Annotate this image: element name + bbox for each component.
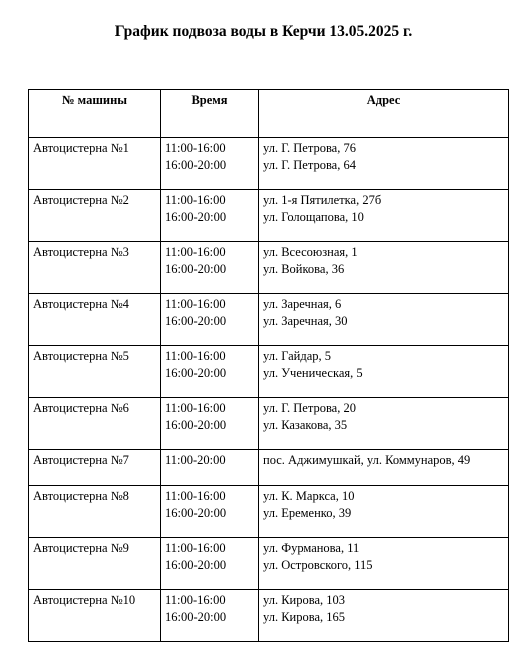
time-slot: 11:00-16:00	[165, 401, 226, 415]
time-slot: 11:00-16:00	[165, 245, 226, 259]
header-time: Время	[161, 90, 259, 138]
address-cell	[259, 486, 509, 538]
vehicle-cell	[29, 138, 161, 190]
address-line: ул. Г. Петрова, 64	[263, 157, 356, 172]
time-cell	[161, 590, 259, 642]
time-cell	[161, 294, 259, 346]
time-cell	[161, 486, 259, 538]
time-slot: 11:00-16:00	[165, 297, 226, 311]
table-row	[29, 486, 509, 538]
time-slot: 16:00-20:00	[165, 505, 227, 520]
vehicle-cell	[29, 486, 161, 538]
table-header-row	[29, 90, 509, 138]
address-line: ул. Заречная, 30	[263, 313, 348, 328]
time-slot: 16:00-20:00	[165, 209, 227, 224]
table-row	[29, 138, 509, 190]
time-slot: 16:00-20:00	[165, 609, 227, 624]
table-row	[29, 294, 509, 346]
address-line: ул. Ученическая, 5	[263, 365, 363, 380]
address-line: ул. Кирова, 103	[263, 593, 346, 607]
vehicle-cell	[29, 294, 161, 346]
time-slot: 16:00-20:00	[165, 157, 227, 172]
time-slot: 16:00-20:00	[165, 417, 227, 432]
time-slot: 11:00-16:00	[165, 541, 226, 555]
address-line: ул. Войкова, 36	[263, 261, 345, 276]
address-cell	[259, 450, 509, 486]
address-line: ул. Еременко, 39	[263, 505, 352, 520]
address-line: ул. Г. Петрова, 20	[263, 401, 356, 415]
time-slot: 16:00-20:00	[165, 365, 227, 380]
vehicle-name: Автоцистерна №8	[33, 489, 129, 503]
time-slot: 11:00-16:00	[165, 141, 226, 155]
vehicle-name: Автоцистерна №3	[33, 245, 129, 259]
vehicle-cell	[29, 346, 161, 398]
address-line: ул. Г. Петрова, 76	[263, 141, 356, 155]
address-cell	[259, 346, 509, 398]
address-line: ул. Кирова, 165	[263, 609, 346, 624]
address-cell	[259, 190, 509, 242]
vehicle-name: Автоцистерна №6	[33, 401, 129, 415]
vehicle-name: Автоцистерна №10	[33, 593, 136, 607]
vehicle-name: Автоцистерна №2	[33, 193, 129, 207]
header-vehicle: № машины	[29, 90, 161, 138]
vehicle-cell	[29, 242, 161, 294]
vehicle-name: Автоцистерна №5	[33, 349, 129, 363]
schedule-table	[28, 89, 509, 642]
time-slot: 16:00-20:00	[165, 313, 227, 328]
table-row	[29, 450, 509, 486]
table-row	[29, 190, 509, 242]
table-row	[29, 538, 509, 590]
address-line: ул. Казакова, 35	[263, 417, 348, 432]
page-title: График подвоза воды в Керчи 13.05.2025 г.	[114, 23, 413, 40]
address-line: ул. Заречная, 6	[263, 297, 342, 311]
vehicle-name: Автоцистерна №4	[33, 297, 129, 311]
time-slot: 11:00-16:00	[165, 349, 226, 363]
vehicle-name: Автоцистерна №1	[33, 141, 129, 155]
table-row	[29, 242, 509, 294]
address-cell	[259, 294, 509, 346]
vehicle-cell	[29, 190, 161, 242]
vehicle-name: Автоцистерна №9	[33, 541, 129, 555]
address-line: ул. Голощапова, 10	[263, 209, 364, 224]
address-line: ул. Фурманова, 11	[263, 541, 360, 555]
time-slot: 11:00-20:00	[165, 453, 226, 467]
time-slot: 11:00-16:00	[165, 489, 226, 503]
address-line: ул. Гайдар, 5	[263, 349, 331, 363]
time-cell	[161, 242, 259, 294]
header-address: Адрес	[259, 90, 509, 138]
time-cell	[161, 398, 259, 450]
address-line: ул. 1-я Пятилетка, 27б	[263, 193, 382, 207]
time-slot: 11:00-16:00	[165, 193, 226, 207]
vehicle-cell	[29, 538, 161, 590]
address-line: пос. Аджимушкай, ул. Коммунаров, 49	[263, 453, 471, 467]
table-row	[29, 346, 509, 398]
address-line: ул. Всесоюзная, 1	[263, 245, 358, 259]
time-cell	[161, 190, 259, 242]
vehicle-cell	[29, 450, 161, 486]
address-cell	[259, 590, 509, 642]
time-cell	[161, 138, 259, 190]
vehicle-name: Автоцистерна №7	[33, 453, 129, 467]
address-line: ул. К. Маркса, 10	[263, 489, 355, 503]
address-cell	[259, 138, 509, 190]
time-cell	[161, 346, 259, 398]
time-cell	[161, 450, 259, 486]
table-row	[29, 398, 509, 450]
vehicle-cell	[29, 398, 161, 450]
vehicle-cell	[29, 590, 161, 642]
address-cell	[259, 242, 509, 294]
time-slot: 16:00-20:00	[165, 557, 227, 572]
address-cell	[259, 538, 509, 590]
time-cell	[161, 538, 259, 590]
time-slot: 16:00-20:00	[165, 261, 227, 276]
address-line: ул. Островского, 115	[263, 557, 373, 572]
address-cell	[259, 398, 509, 450]
table-row	[29, 590, 509, 642]
time-slot: 11:00-16:00	[165, 593, 226, 607]
